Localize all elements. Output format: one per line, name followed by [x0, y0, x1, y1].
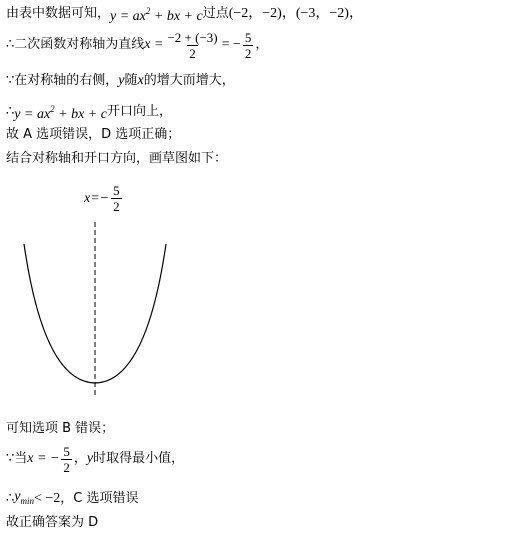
text: ，	[73, 451, 87, 466]
math-var: y	[86, 451, 94, 466]
text: 的增大而增大，	[143, 73, 235, 88]
math-expression: $y = ax^2$ + bx + c	[110, 6, 203, 24]
parabola-sketch	[20, 186, 180, 398]
line-9	[6, 488, 139, 510]
math-var: $y_{min}$	[14, 489, 34, 506]
text: 开口向上，	[106, 104, 172, 119]
line-3	[6, 72, 235, 90]
text: ，	[255, 37, 269, 52]
text: ，C 选项错误	[60, 491, 139, 506]
line-7: 可知选项 B 错误；	[6, 421, 115, 436]
text: 过点	[202, 6, 229, 21]
line-6: 结合对称轴和开口方向，画草图如下：	[6, 151, 228, 166]
text: ∴	[6, 104, 15, 119]
math-var: x = −	[27, 451, 60, 466]
line-10: 故正确答案为 D	[6, 515, 99, 530]
fraction: $\frac{-2 + (-3)}{2}$	[167, 29, 218, 61]
text: ∵当	[6, 451, 28, 466]
fraction: $\frac{5}{2}$	[63, 443, 70, 475]
text: 由表中数据可知，	[6, 6, 111, 21]
fraction: $\frac{5}{2}$	[244, 29, 252, 61]
math-var: x =	[144, 37, 164, 52]
text: ∵在对称轴的右侧，	[6, 73, 119, 88]
line-4	[6, 100, 172, 124]
line-1	[6, 2, 363, 26]
line-2	[6, 28, 268, 62]
line-8	[6, 442, 184, 476]
math-var: y	[118, 73, 125, 88]
text: ∴	[6, 491, 15, 506]
math-expression: $y = ax^2$ + bx + c	[14, 104, 107, 122]
math-eq: = −	[221, 37, 241, 52]
points: (−2，−2)，(−3，−2)，	[228, 6, 363, 21]
line-5: 故 A 选项错误，D 选项正确；	[6, 127, 181, 142]
text: 时取得最小值，	[93, 451, 185, 466]
text: 随	[124, 73, 138, 88]
math-var: x	[137, 73, 144, 88]
text: ∴二次函数对称轴为直线	[6, 37, 145, 52]
symmetry-axis-label: x=− $\frac{5}{2}$	[84, 183, 120, 214]
math-ineq: < −2	[34, 491, 61, 506]
